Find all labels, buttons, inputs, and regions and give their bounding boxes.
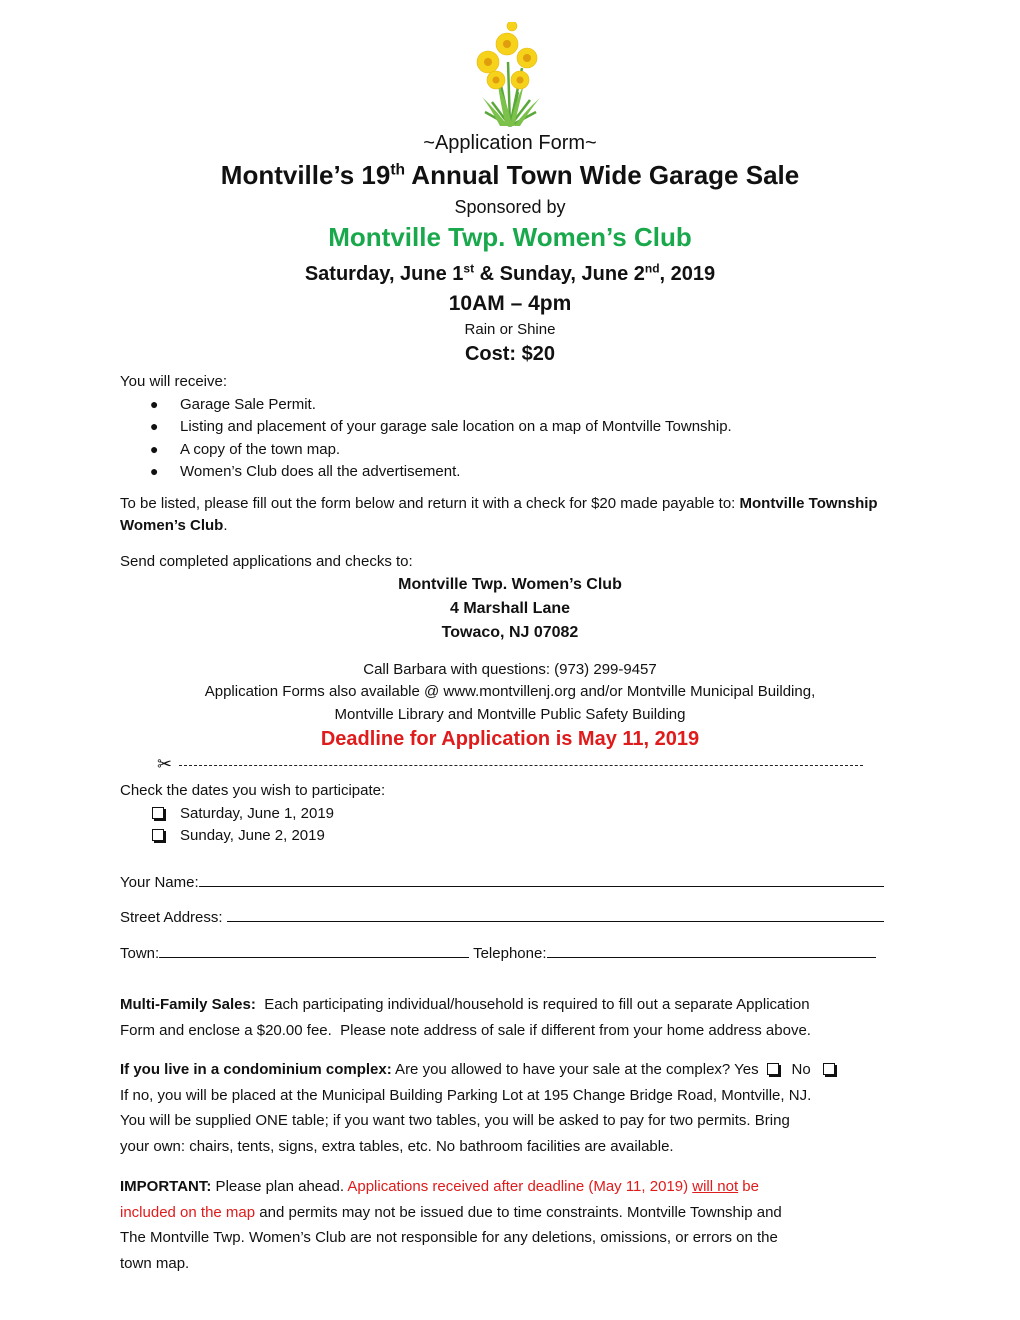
important-red-2: be (738, 1178, 759, 1195)
bullet-icon: ● (150, 463, 159, 479)
important-line-3: The Montville Twp. Women’s Club are not responsible for any deletions, omissions, or errors on the (120, 1229, 778, 1246)
town-label: Town: (120, 945, 160, 962)
dates-year: , 2019 (659, 263, 716, 285)
condo-no-label: No (791, 1061, 811, 1078)
dates-sunday: & Sunday, June 2 (474, 263, 645, 285)
scissors-icon: ✂ (157, 754, 173, 775)
bullet-icon: ● (150, 418, 159, 434)
list-item: A copy of the town map. (180, 441, 341, 458)
dates-sup-st: st (463, 261, 475, 276)
title-sup: th (390, 161, 406, 179)
dates-saturday: Saturday, June 1 (304, 263, 464, 285)
instructions-text: To be listed, please fill out the form below and return it with a check for $20 made payable to: (120, 495, 740, 512)
checkbox-label-sunday: Sunday, June 2, 2019 (180, 827, 325, 844)
bullet-icon: ● (150, 441, 159, 457)
sponsored-by: Sponsored by (454, 197, 566, 217)
mailing-city: Towaco, NJ 07082 (441, 624, 579, 641)
name-field[interactable] (199, 872, 884, 887)
town-field[interactable] (159, 943, 469, 958)
condo-line-3: You will be supplied ONE table; if you want two tables, you will be asked to pay for two permits. Bring (120, 1112, 790, 1129)
form-label: ~Application Form~ (423, 132, 597, 154)
important-label: IMPORTANT: (120, 1178, 212, 1195)
condo-section (120, 1057, 910, 1159)
title-post: Annual Town Wide Garage Sale (405, 160, 800, 190)
dashed-divider (179, 765, 863, 766)
name-field-row (120, 872, 884, 891)
condo-line-2: If no, you will be placed at the Municipal Building Parking Lot at 195 Change Bridge Road, Montville, NJ. (120, 1086, 812, 1104)
condo-line-4: your own: chairs, tents, signs, extra tables, etc. No bathroom facilities are available. (120, 1137, 674, 1155)
checkbox-label-saturday: Saturday, June 1, 2019 (180, 805, 334, 822)
important-red-1: Applications received after deadline (May 11, 2019) (347, 1178, 693, 1195)
address-field-row (120, 907, 884, 926)
dates-sup-nd: nd (644, 261, 660, 276)
multi-family-line-2: Form and enclose a $20.00 fee. Please note address of sale if different from your home address above. (120, 1021, 811, 1039)
town-telephone-row (120, 943, 876, 962)
checkbox-sunday[interactable] (152, 827, 164, 844)
availability-line-1: Application Forms also available @ www.montvillenj.org and/or Montville Municipal Building, (204, 683, 816, 700)
mailing-name: Montville Twp. Women’s Club (398, 576, 622, 593)
telephone-label: Telephone: (473, 945, 547, 962)
important-section (120, 1174, 910, 1276)
important-text-1: Please plan ahead. (211, 1178, 348, 1195)
list-item: Garage Sale Permit. (180, 396, 316, 413)
checkbox-icon[interactable] (152, 807, 164, 819)
address-field[interactable] (227, 907, 884, 922)
condo-yes-checkbox[interactable] (767, 1063, 779, 1075)
event-hours: 10AM – 4pm (448, 292, 572, 315)
event-dates (0, 263, 1020, 286)
condo-yes-label: Yes (734, 1061, 759, 1078)
weather-note: Rain or Shine (464, 321, 556, 338)
important-will-not: will not (692, 1178, 739, 1195)
sponsor-name: Montville Twp. Women’s Club (328, 222, 692, 252)
address-label: Street Address: (120, 909, 223, 926)
mailing-street: 4 Marshall Lane (449, 600, 571, 617)
contact-phone: Call Barbara with questions: (973) 299-9457 (363, 661, 657, 678)
dates-heading: Check the dates you wish to participate: (120, 782, 386, 799)
condo-question: Are you allowed to have your sale at the complex? (391, 1061, 735, 1078)
multi-family-section (120, 992, 910, 1043)
daffodil-image (470, 22, 550, 127)
instructions (120, 493, 910, 537)
important-red-3: included on the map (120, 1203, 256, 1221)
page-title (0, 160, 1020, 191)
multi-family-line-1: Each participating individual/household is required to fill out a separate Application (255, 996, 810, 1013)
name-label: Your Name: (120, 874, 199, 891)
mailing-heading: Send completed applications and checks to: (120, 553, 413, 570)
condo-label: If you live in a condominium complex: (120, 1061, 392, 1078)
payee-name: Montville Township Women’s Club (120, 495, 878, 534)
list-item: Women’s Club does all the advertisement. (180, 463, 461, 480)
availability-line-2: Montville Library and Montville Public Safety Building (334, 706, 686, 723)
important-line-4: town map. (120, 1254, 190, 1272)
cut-line (157, 755, 863, 775)
cost: Cost: $20 (464, 343, 556, 365)
receive-heading: You will receive: (120, 373, 227, 390)
title-pre: Montville’s 19 (220, 160, 391, 190)
checkbox-icon[interactable] (152, 829, 164, 841)
checkbox-saturday[interactable] (152, 805, 164, 822)
multi-family-label: Multi-Family Sales: (120, 996, 256, 1013)
telephone-field[interactable] (547, 943, 876, 958)
condo-no-checkbox[interactable] (823, 1063, 835, 1075)
instructions-period: . (223, 517, 228, 534)
important-text-2: and permits may not be issued due to time constraints. Montville Township and (255, 1203, 782, 1221)
bullet-icon: ● (150, 396, 159, 412)
list-item: Listing and placement of your garage sale location on a map of Montville Township. (180, 418, 732, 435)
deadline: Deadline for Application is May 11, 2019 (320, 728, 700, 750)
